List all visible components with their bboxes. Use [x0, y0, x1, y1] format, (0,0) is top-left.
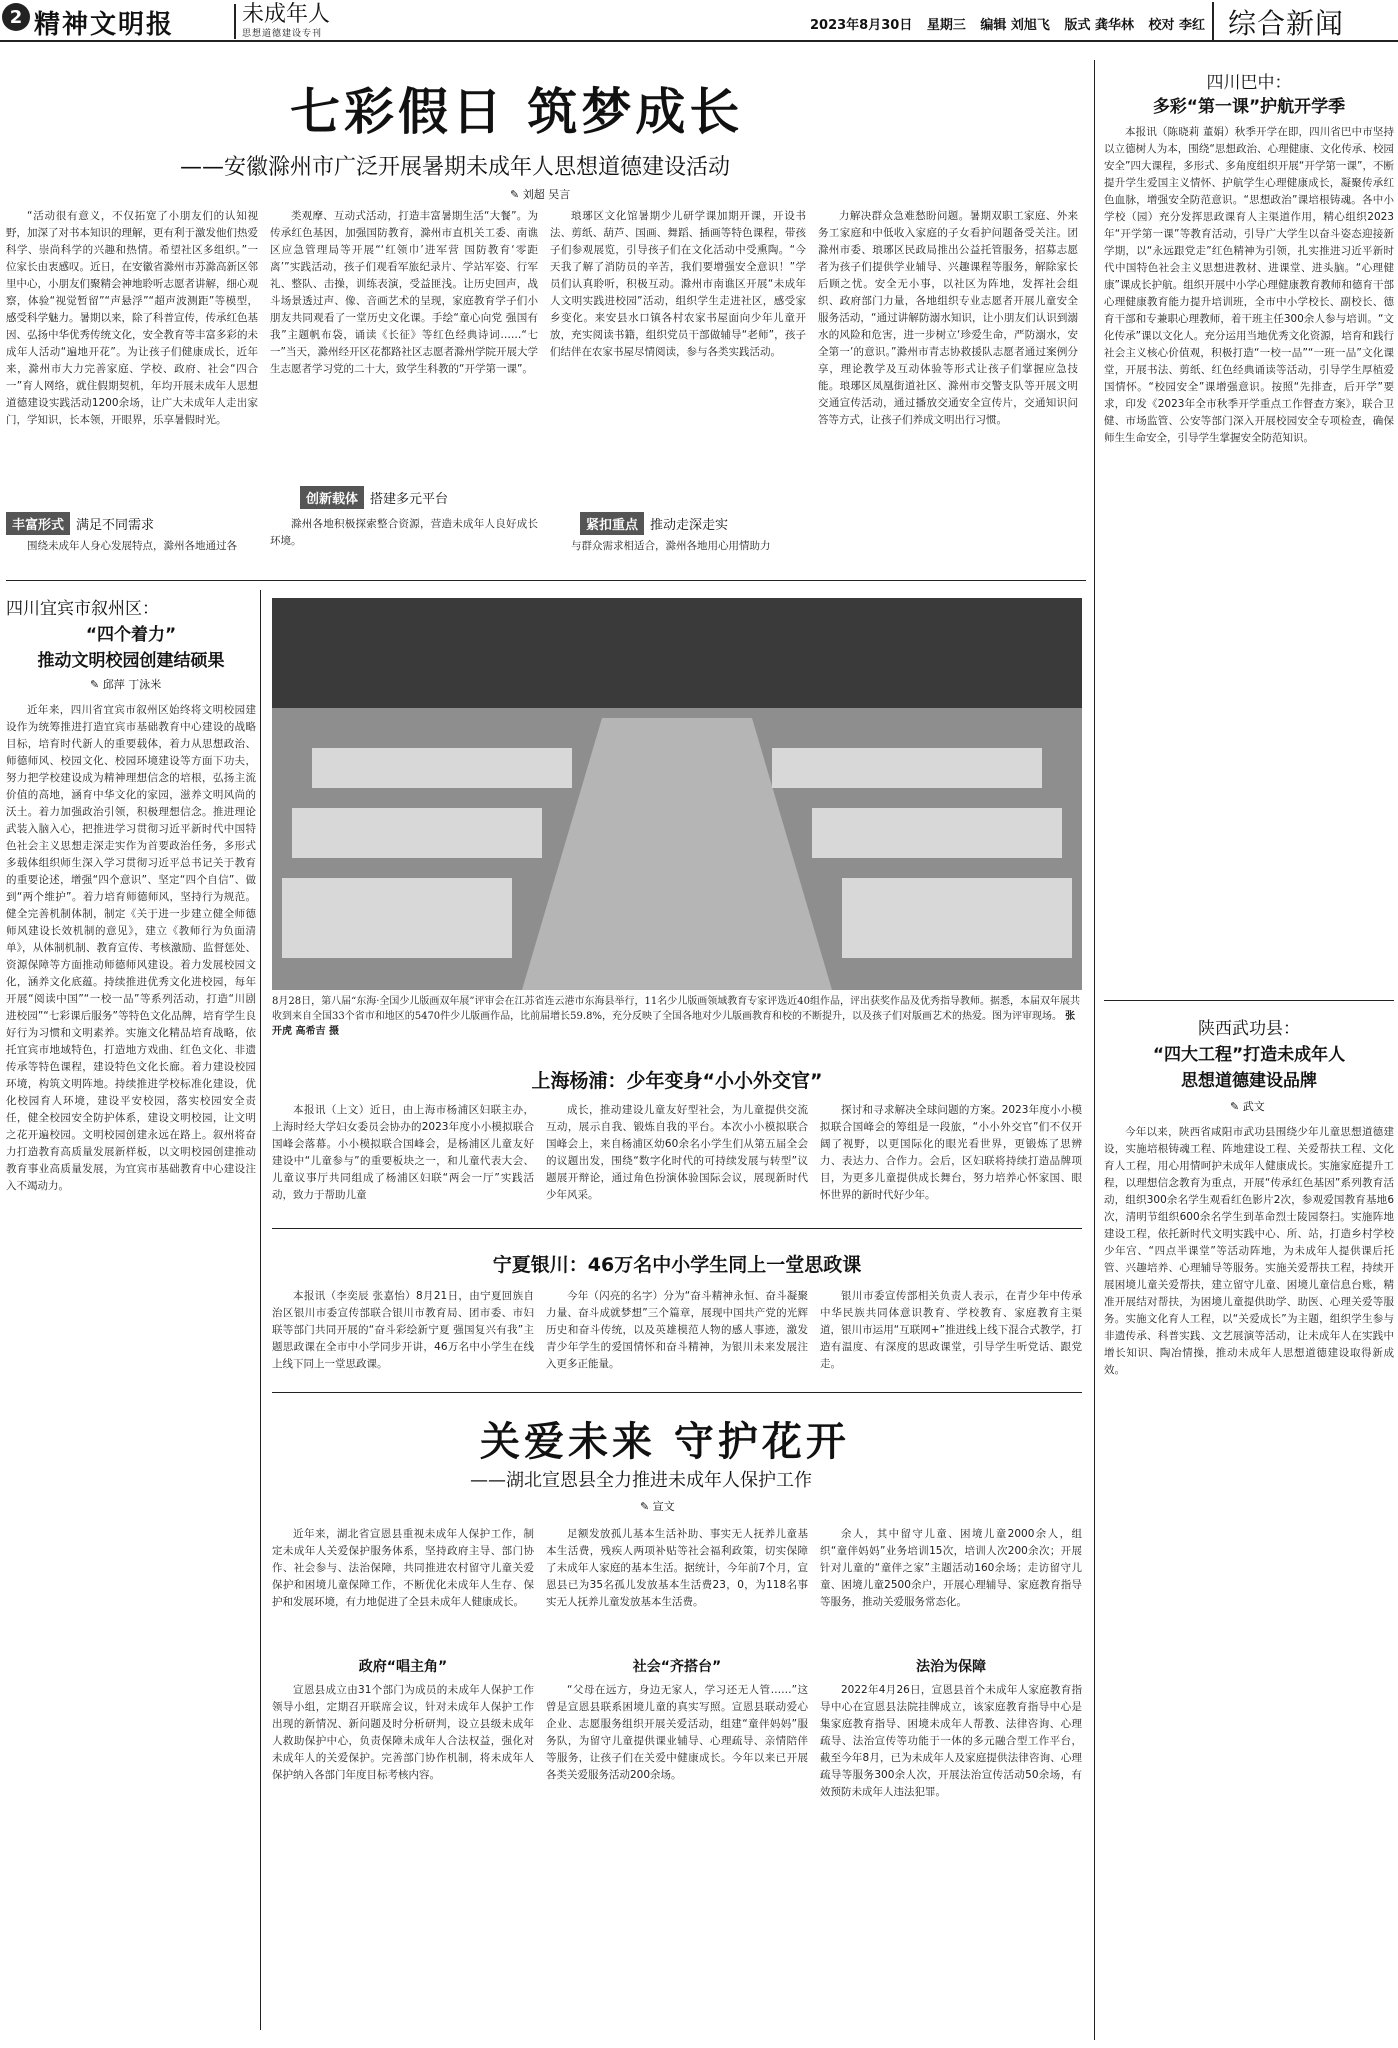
- lead-section-3: [580, 512, 728, 535]
- sc2-kicker: 四川巴中：: [1206, 73, 1292, 93]
- sx-title-1: “四大工程”打造未成年人: [1152, 1045, 1346, 1065]
- sh-col-3: 探讨和寻求解决全球问题的方案。2023年度小小模拟联合国峰会的筹组是一段旅，“小小外交官”们不仅开阔了视野，以更国际化的眼光看世界，更锻炼了思辨力、表达力、合作力。会后，区妇联将持续打造品牌项目，为更多儿童提供成长舞台，努力培养心怀家国、眼怀世界的新时代好少年。: [820, 1104, 1082, 1201]
- sc2-body: 本报讯（陈晓莉 董娟）秋季开学在即，四川省巴中市坚持以立德树人为本，围绕“思想政治、心理健康、文化传承、校园安全”四大课程，多形式、多角度组织开展“开学第一课”，不断提升学生爱国主义情怀、护航学生心理健康成长，凝聚传承红色血脉，增强安全防范意识。“思想政治”课培根铸魂。各中小学校（园）充分发挥思政课育人主渠道作用，精心组织2023年“开学第一课”等教育活动，引导广大学生以奋斗姿态迎接新学期，以“永远跟党走”红色精神为引领，扎实推进习近平新时代中国特色社会主义思想进教材、进课堂、进头脑。“心理健康”课成长护航。组织开展中小学心理健康教育教师和德育干部心理健康教育能力提升培训班，全市中小学校长、副校长、德育干部和专兼职心理教师，着干班主任300余人参与培训。“文化传承”课以文化人。充分运用当地优秀文化资源，培育和践行社会主义核心价值观，积极打造“一校一品”“一班一品”文化课堂，开展书法、剪纸、红色经典诵读等活动，引导学生厚植爱国情怀。“校园安全”课增强意识。按照“先排查，后开学”要求，印发《2023年全市秋季开学重点工作督查方案》，联合卫健、市场监管、公安等部门深入开展校园安全专项检查，确保师生生命安全，引导学生掌握安全防范知识。: [1104, 126, 1394, 444]
- hb-col-1b: 宣恩县成立由31个部门为成员的未成年人保护工作领导小组，定期召开联席会议，针对未成年人保护工作出现的新情况、新问题及时分析研判，设立县级未成年人救助保护中心，负责保障未成年人合法权益，强化对未成年人的关爱保护。完善部门协作机制，将未成年人保护纳入各部门年度目标考核内容。: [272, 1684, 534, 1781]
- issue-meta: [810, 14, 1215, 33]
- lead-byline: ✎ 刘超 吴言: [510, 188, 571, 201]
- page-number: 2: [2, 3, 30, 31]
- lead-bottom-rule: [6, 580, 1086, 581]
- photo-caption: [272, 994, 1082, 1039]
- sc-byline: ✎ 邱萍 丁泳米: [90, 678, 162, 691]
- issue-weekday: 星期三: [926, 18, 966, 33]
- hb-col-3: 余人，其中留守儿童、困境儿童2000余人，组织“童伴妈妈”业务培训15次，培训人次200余次；开展针对儿童的“童伴之家”主题活动160余场；走访留守儿童、困境儿童2500余户，开展心理辅导、家庭教育指导等服务，推动关爱服务常态化。: [820, 1528, 1082, 1608]
- hb-col-2b: “父母在远方，身边无家人，学习还无人管……”这曾是宣恩县联系困境儿童的真实写照。宣恩县联动爱心企业、志愿服务组织开展关爱活动，组建“童伴妈妈”服务队，为留守儿童提供课业辅导、心理疏导、亲情陪伴等服务，让孩子们在关爱中健康成长。今年以来已开展各类关爱服务活动200余场。: [546, 1684, 808, 1781]
- lead-col-4: 力解决群众急难愁盼问题。暑期双职工家庭、外来务工家庭和中低收入家庭的子女看护问题备受关注。团滁州市委、琅琊区民政局推出公益托管服务，招募志愿者为孩子们提供学业辅导、兴趣课程等服务，解除家长后顾之忧。安全无小事，以社区为阵地，发挥社会组织、政府部门力量，各地组织专业志愿者开展儿童安全服务活动，“通过讲解防溺水知识，让小朋友们认识到溺水的风险和危害，进一步树立‘珍爱生命，严防溺水，安全第一’的意识。”滁州市青志协救援队志愿者通过案例分享，理论教学及互动体验等形式让孩子们掌握应急技能。琅琊区凤凰街道社区、滁州市交警支队等开展文明交通宣传活动，通过播放交通安全宣传片，交通知识问答等方式，让孩子们养成文明出行习惯。: [818, 210, 1078, 426]
- lead-col-1b: 围绕未成年人身心发展特点，滁州各地通过各: [27, 540, 237, 552]
- hb-subtitle: ——湖北宣恩县全力推进未成年人保护工作: [470, 1470, 812, 1491]
- hb-byline-text: 宣文: [652, 1500, 675, 1513]
- edition-box: [234, 4, 330, 39]
- hb-col-2: 足额发放孤儿基本生活补助、事实无人抚养儿童基本生活费，残疾人两项补贴等社会福利政策，切实保障了未成年人家庭的基本生活。据统计，今年前7个月，宣恩县已为35名孤儿发放基本生活费23，0，为118名事实无人抚养儿童发放基本生活费。: [546, 1528, 808, 1608]
- nx-col-3: 银川市委宣传部相关负责人表示，在青少年中传承中华民族共同体意识教育、学校教育、家庭教育主渠道，银川市运用“互联网+”推进线上线下混合式教学，打造有温度、有深度的思政课堂，引导学生听党话、跟党走。: [820, 1290, 1082, 1370]
- lead-section-1-tail: 满足不同需求: [76, 518, 155, 533]
- proofreader-credit: 校对 李红: [1148, 18, 1206, 33]
- nx-headline: 宁夏银川：46万名中小学生同上一堂思政课: [492, 1254, 862, 1276]
- edition-sub: 思想道德建设专刊: [242, 29, 323, 39]
- lead-section-2-label: 创新载体: [300, 486, 364, 509]
- designer-credit: 版式 龚华林: [1064, 18, 1134, 33]
- lead-section-3-label: 紧扣重点: [580, 512, 644, 535]
- sc-body: 近年来，四川省宜宾市叙州区始终将文明校园建设作为统筹推进打造宜宾市基础教育中心建设的战略目标，培育时代新人的重要载体，着力从思想政治、师德师风、校园文化、校园环境建设等方面下功夫，努力把学校建设成为精神理想信念的培根，弘扬主流价值的高地，涵育中华文化的家园，滋养文明风尚的沃土。着力加强政治引领，积极理想信念。推进理论武装入脑入心，把推进学习贯彻习近平新时代中国特色社会主义思想走深走实作为首要政治任务，多形式多载体组织师生深入学习贯彻习近平总书记关于教育的重要论述，增强“四个意识”、坚定“四个自信”、做到“两个维护”。着力培育师德师风，坚持行为规范。健全完善机制体制，制定《关于进一步建立健全师德师风建设长效机制的意见》，建立《教师行为负面清单》，从体制机制、教育宣传、考核激励、监督惩处、资源保障等方面推动师德师风建设。着力发展校园文化，涵养文化底蕴。持续推进优秀文化进校园，每年开展“阅读中国”“一校一品”等系列活动，打造“川剧 进校园”“七彩课后服务”等特色文化品牌，培育学生良好行为习惯和文明素养。实施文化精品培育战略，依托宜宾市地域特色，打造地方戏曲、红色文化、非遗传承等特色课程，建设特色文化长廊。着力建设校园环境，构筑文明阵地。持续推进学校标准化建设，优化校园育人环境，建设平安校园，落实校园安全责任，健全校园安全防护体系，建设文明校园，让文明之花开遍校园。文明校园创建永远在路上。叙州将奋力打造教育高质量发展新样板，以文明校园创建推动教育事业高质量发展，为宜宾市基础教育中心建设注入不竭动力。: [6, 704, 256, 1192]
- issue-date: 2023年8月30日: [810, 18, 913, 33]
- hb-col-1: 近年来，湖北省宣恩县重视未成年人保护工作，制定未成年人关爱保护服务体系，坚持政府主导、部门协作、社会参与、法治保障，共同推进农村留守儿童关爱保护和困境儿童保障工作，不断优化未成年人生存、保护和发展环境，有力地促进了全县未成年人健康成长。: [272, 1528, 534, 1608]
- editor-credit: 编辑 刘旭飞: [980, 18, 1050, 33]
- news-photo: [272, 598, 1082, 990]
- paper-name: 精神文明报: [34, 10, 175, 40]
- hb-col-3b: 2022年4月26日，宣恩县首个未成年人家庭教育指导中心在宣恩县法院挂牌成立，该家庭教育指导中心是集家庭教育指导、困境未成年人帮教、法律咨询、心理疏导、法治宣传等功能于一体的多元融合型工作平台，截至今年8月，已为未成年人及家庭提供法律咨询、心理疏导等服务300余人次，开展法治宣传活动50余场，有效预防未成年人违法犯罪。: [820, 1684, 1082, 1798]
- sc-title-2: 推动文明校园创建结硕果: [37, 651, 225, 671]
- sc-kicker: 四川宜宾市叙州区：: [6, 599, 159, 619]
- sc2-headline: 多彩“第一课”护航开学季: [1152, 97, 1346, 117]
- sx-kicker: 陕西武功县：: [1198, 1019, 1300, 1039]
- lead-col-3b: 与群众需求相适合，滁州各地用心用情助力: [571, 540, 771, 552]
- column-rule-left: [260, 590, 261, 2030]
- sh-headline: 上海杨浦：少年变身“小小外交官”: [531, 1070, 823, 1092]
- sc-byline-text: 邱萍 丁泳米: [102, 678, 162, 691]
- sh-col-1: 本报讯（上文）近日，由上海市杨浦区妇联主办，上海时经大学妇女委员会协办的2023年度小小模拟联合国峰会落幕。小小模拟联合国峰会，是杨浦区儿童友好建设中“儿童参与”的重要板块之一，和儿童代表大会、儿童议事厅共同组成了杨浦区妇联“两会一厅”实践活动，致力于帮助儿童: [272, 1104, 534, 1201]
- sx-byline-text: 武文: [1242, 1100, 1265, 1113]
- sc2-bottom-rule: [1104, 1000, 1394, 1001]
- hb-sub-3: 法治为保障: [916, 1659, 986, 1675]
- hb-sub-1: 政府“唱主角”: [358, 1659, 448, 1675]
- lead-section-2: [300, 486, 448, 509]
- photo-credit: 张开虎 高希吉 摄: [272, 1011, 1076, 1037]
- sx-body: 今年以来，陕西省咸阳市武功县围绕少年儿童思想道德建设，实施培根铸魂工程、阵地建设工程、关爱帮扶工程、文化育人工程，用心用情呵护未成年人健康成长。实施家庭提升工程，以理想信念教育为重点，开展“传承红色基因”系列教育活动，组织300余名学生观看红色影片2次，参观爱国教育基地6次，清明节组织600余名学生到革命烈士陵园祭扫。实施阵地建设工程，依托新时代文明实践中心、所、站，打造乡村学校少年宫、“四点半课堂”等活动阵地，为未成年人提供课后托管、兴趣培养、心理辅导等服务。实施关爱帮扶工程，持续开展困境儿童关爱帮扶，建立留守儿童、困境儿童信息台账，精准开展结对帮扶，为困境儿童提供助学、助医、心理关爱等服务。实施文化育人工程，以“关爱成长”为主题，组织学生参与非遗传承、科普实践、文艺展演等活动，让未成年人在实践中增长知识、陶冶情操，推动未成年人思想道德建设取得新成效。: [1104, 1126, 1394, 1376]
- sh-bottom-rule: [272, 1228, 1082, 1229]
- lead-section-1-label: 丰富形式: [6, 512, 70, 535]
- nx-col-2: 今年（闪亮的名字）分为“奋斗精神永恒、奋斗凝聚力量、奋斗成就梦想”三个篇章，展现中国共产党的光辉历史和奋斗传统，以及英雄模范人物的感人事迹，激发青少年学生的爱国情怀和奋斗精神，为银川未来发展注入更多正能量。: [546, 1290, 808, 1370]
- hb-headline: 关爱未来 守护花开: [480, 1418, 850, 1465]
- sx-title-2: 思想道德建设品牌: [1181, 1071, 1317, 1091]
- lead-headline: 七彩假日 筑梦成长: [290, 82, 744, 141]
- column-rule-right: [1094, 60, 1095, 2040]
- sc-title-1: “四个着力”: [85, 625, 177, 645]
- lead-section-1: [6, 512, 154, 535]
- section-title: 综合新闻: [1212, 2, 1344, 42]
- lead-col-3: 琅琊区文化馆暑期少儿研学课加期开课，开设书法、剪纸、葫芦、国画、舞蹈、插画等特色课程，带孩子们参观展览，引导孩子们在文化活动中受熏陶。“今天我了解了消防员的辛苦，我们要增强安全意识！”学员们认真聆听，积极互动。滁州市南谯区开展“未成年人文明实践进校园”活动，组织学生走进社区，感受家乡变化。来安县水口镇各村农家书屋面向少年儿童开放，充实阅读书籍，组织党员干部做辅导“老师”，孩子们结伴在农家书屋尽情阅读，参与各类实践活动。: [550, 210, 806, 358]
- hb-sub-2: 社会“齐搭台”: [632, 1659, 722, 1675]
- hb-byline: ✎ 宣文: [640, 1500, 675, 1513]
- nx-bottom-rule: [272, 1392, 1082, 1393]
- lead-section-3-tail: 推动走深走实: [650, 518, 729, 533]
- lead-col-2b: 滁州各地积极探索整合资源，营造未成年人良好成长环境。: [270, 518, 538, 547]
- lead-col-1: “活动很有意义，不仅拓宽了小朋友们的认知视野，加深了对书本知识的理解，更有利于激发他们热爱科学、崇尚科学的兴趣和热情。希望社区多组织。”一位家长由衷感叹。近日，在安徽省滁州市苏滁高新区邻里中心，小朋友们聚精会神地聆听志愿者讲解，细心观察，体验“视觉暂留”“声悬浮”“超声波测距”等模型，感受科学魅力。暑期以来，除了科普宣传，传承红色基因、弘扬中华优秀传统文化，安全教育等丰富多彩的未成年人活动“遍地开花”。为让孩子们健康成长，近年来，滁州市大力完善家庭、学校、政府、社会“四合一”育人网络，就住假期契机，年均开展未成年人思想道德建设实践活动1200余场，让广大未成年人走出家门，学知识，长本领，开眼界，乐享暑假时光。: [6, 210, 258, 426]
- lead-col-2: 类观摩、互动式活动，打造丰富暑期生活“大餐”。为传承红色基因，加强国防教育，滁州市直机关工委、南谯区应急管理局等开展“‘红领巾’进军营 国防教育‘零距离’”实践活动，孩子们观看军旅纪录片、学站军姿、行军礼、整队、击操，训练表演，受益匪浅。让历史回声，战斗场景透过声、像、音画艺术的呈现，家庭教育学子们小朋友共同观看了一堂历史文化课。手绘“童心向党 强国有我”主题帆布袋，诵读《长征》等红色经典诗词……“七一”当天，滁州经开区花都路社区志愿者滁州学院开展大学生志愿者学习党的二十大，致学生科教的“开学第一课”。: [270, 210, 538, 375]
- sx-byline: ✎ 武文: [1230, 1100, 1265, 1113]
- lead-section-2-tail: 搭建多元平台: [370, 492, 449, 507]
- lead-subtitle: ——安徽滁州市广泛开展暑期未成年人思想道德建设活动: [180, 155, 731, 180]
- nx-col-1: 本报讯（李奕辰 张嘉怡）8月21日，由宁夏回族自治区银川市委宣传部联合银川市教育局、团市委、市妇联等部门共同开展的“奋斗彩绘新宁夏 强国复兴有我”主题思政课在全市中小学同步开讲，46万名中小学生在线上线下同上一堂思政课。: [272, 1290, 534, 1370]
- sh-col-2: 成长，推动建设儿童友好型社会，为儿童提供交流互动，展示自我、锻炼自我的平台。本次小小模拟联合国峰会上，来自杨浦区幼60余名小学生们从第五届全会的议题出发，围绕“数字化时代的可持续发展与转型”议题展开辩论，通过角色扮演体验国际会议，展现新时代少年风采。: [546, 1104, 808, 1201]
- edition-name: 未成年人: [242, 2, 331, 27]
- photo-caption-text: 8月28日，第八届“东海·全国少儿版画双年展”评审会在江苏省连云港市东海县举行，11名少儿版画领域教育专家评选近40组作品，评出获奖作品及优秀指导教师。据悉，本届双年展共收到来自全国33个省市和地区的5470件少儿版画作品，比前届增长59.8%，充分反映了全国各地对少儿版画教育和校的不断提升，以及孩子们对版画艺术的热爱。图为评审现场。: [272, 996, 1080, 1022]
- photo-scene: [272, 598, 1082, 990]
- lead-byline-text: 刘超 吴言: [522, 188, 571, 201]
